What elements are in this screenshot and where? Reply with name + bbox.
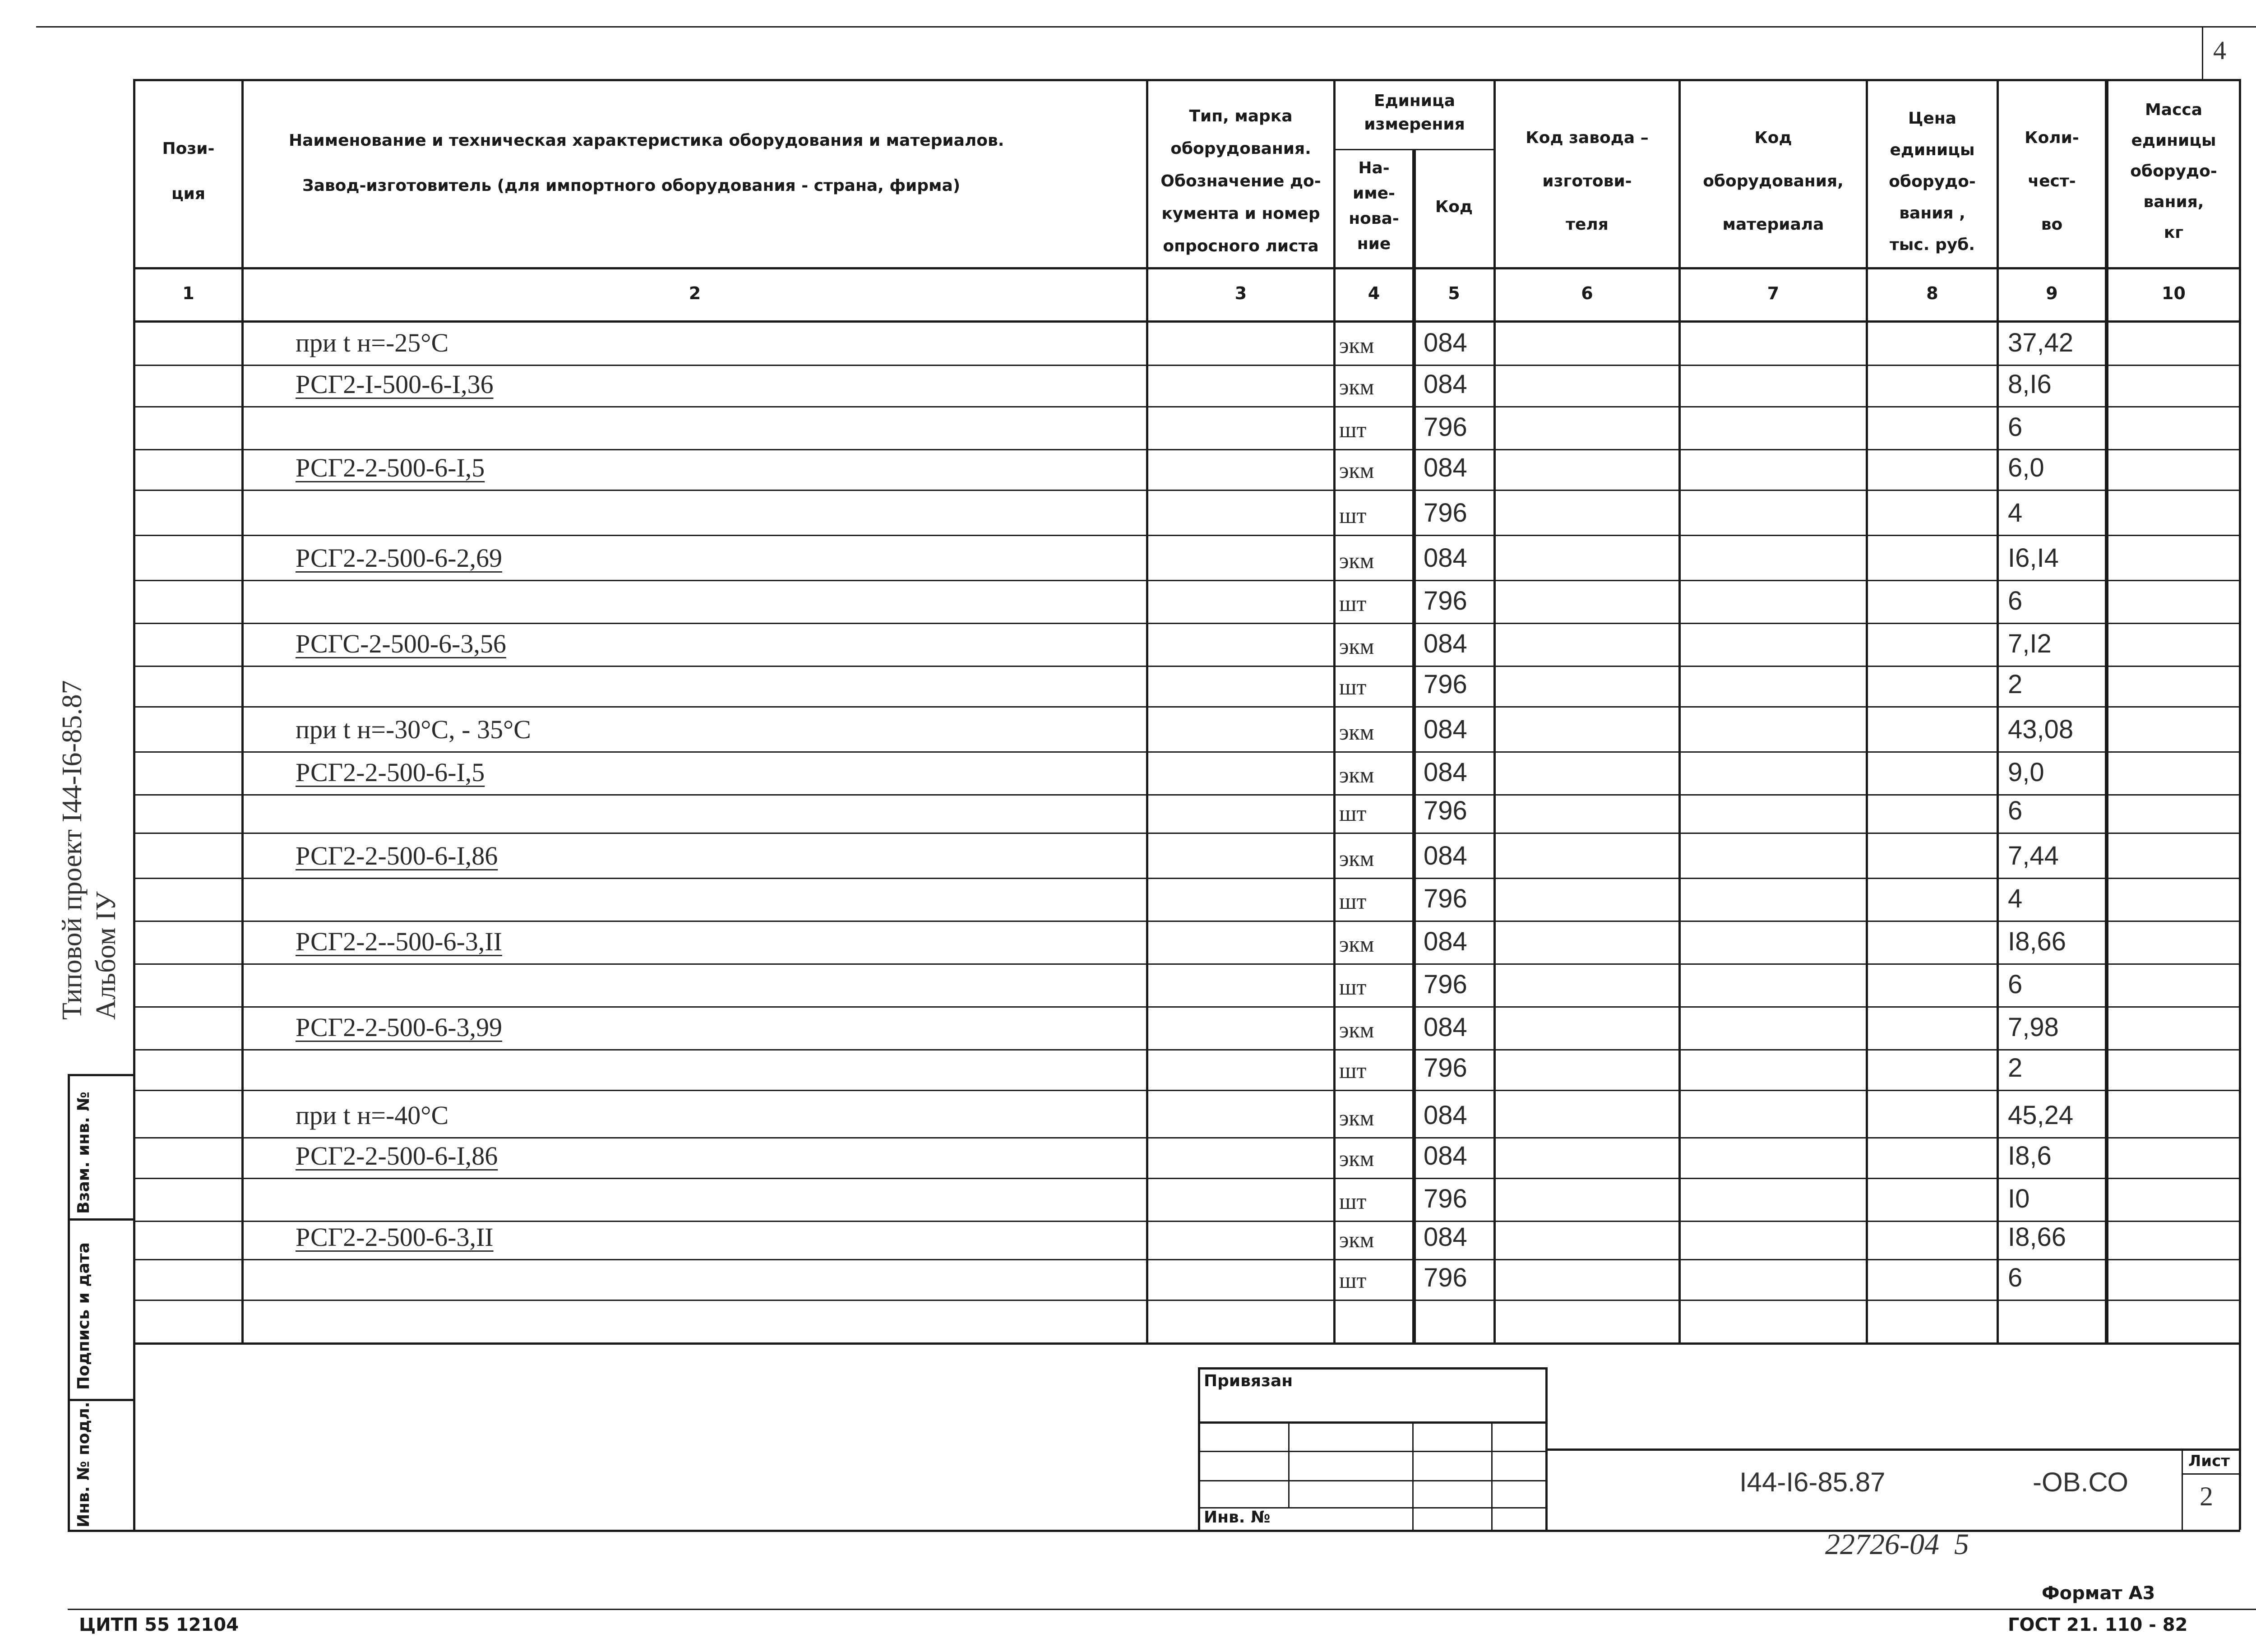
gost-label: ГОСТ 21. 110 - 82 bbox=[2008, 1615, 2188, 1635]
col-num-9: 9 bbox=[2046, 283, 2058, 303]
row-quantity: 7,44 bbox=[2008, 841, 2059, 870]
row-unit-code: 084 bbox=[1424, 927, 1467, 956]
row-quantity: 6 bbox=[2008, 586, 2023, 615]
row-unit-code: 084 bbox=[1424, 328, 1467, 357]
table-row bbox=[0, 878, 2256, 921]
row-name: РСГ2-2-500-6-I,5 bbox=[296, 758, 485, 787]
col-num-5: 5 bbox=[1448, 283, 1460, 303]
table-row bbox=[0, 490, 2256, 535]
row-quantity: 4 bbox=[2008, 498, 2023, 528]
row-quantity: I8,66 bbox=[2008, 1222, 2066, 1252]
side-project-title: Типовой проект I44-I6-85.87 bbox=[57, 680, 88, 1020]
row-unit-code: 796 bbox=[1424, 586, 1467, 615]
row-unit: шт bbox=[1339, 674, 1367, 699]
row-name: РСГ2-I-500-6-I,36 bbox=[296, 370, 494, 399]
row-quantity: 6 bbox=[2008, 412, 2023, 442]
table-row bbox=[0, 751, 2256, 794]
document-suffix: -ОВ.СО bbox=[2033, 1467, 2129, 1497]
header-type: Тип, марка оборудования. Обозначение до- кумента и номер опросного листа bbox=[1160, 107, 1321, 255]
col-num-10: 10 bbox=[2162, 283, 2186, 303]
row-name: РСГ2-2-500-6-I,86 bbox=[296, 1141, 498, 1171]
row-unit: экм bbox=[1339, 1017, 1374, 1042]
row-unit: шт bbox=[1339, 503, 1367, 528]
row-unit: экм bbox=[1339, 333, 1374, 358]
table-row bbox=[0, 1006, 2256, 1049]
row-unit-code: 796 bbox=[1424, 498, 1467, 528]
row-name: при t н=-30°С, - 35°С bbox=[296, 715, 531, 744]
table-row bbox=[0, 623, 2256, 666]
table-row bbox=[0, 666, 2256, 706]
row-quantity: 8,I6 bbox=[2008, 370, 2052, 399]
row-quantity: 45,24 bbox=[2008, 1101, 2074, 1130]
stamp-original-inv: Инв. № подл. bbox=[74, 1402, 93, 1527]
table-row bbox=[0, 449, 2256, 490]
row-unit-code: 084 bbox=[1424, 715, 1467, 744]
row-quantity: I8,6 bbox=[2008, 1141, 2052, 1171]
table-row bbox=[0, 1137, 2256, 1178]
sheet-number: 2 bbox=[2200, 1481, 2213, 1511]
row-name: при t н=-40°С bbox=[296, 1101, 449, 1130]
row-name: РСГ2-2-500-6-3,II bbox=[296, 1222, 494, 1252]
table-row bbox=[0, 320, 2256, 365]
header-position: Пози- ция bbox=[162, 139, 215, 203]
row-name: РСГ2-2-500-6-2,69 bbox=[296, 543, 502, 573]
row-name: РСГ2-2-500-6-3,99 bbox=[296, 1013, 502, 1042]
row-unit-code: 084 bbox=[1424, 1013, 1467, 1042]
row-unit-code: 796 bbox=[1424, 670, 1467, 699]
row-quantity: I0 bbox=[2008, 1184, 2030, 1213]
row-quantity: 6 bbox=[2008, 1263, 2023, 1292]
row-unit: экм bbox=[1339, 634, 1374, 659]
col-num-2: 2 bbox=[689, 283, 701, 303]
header-quantity: Коли- чест- во bbox=[2025, 129, 2079, 234]
row-name: РСГС-2-500-6-3,56 bbox=[296, 629, 506, 658]
table-row bbox=[0, 365, 2256, 406]
table-row bbox=[0, 535, 2256, 580]
header-name-line1: Наименование и техническая характеристика оборудования и материалов. bbox=[289, 131, 1004, 150]
col-num-7: 7 bbox=[1767, 283, 1780, 303]
row-quantity: 2 bbox=[2008, 670, 2023, 699]
row-quantity: 7,98 bbox=[2008, 1013, 2059, 1042]
col-num-6: 6 bbox=[1581, 283, 1593, 303]
table-row bbox=[0, 1090, 2256, 1137]
row-unit-code: 796 bbox=[1424, 970, 1467, 999]
row-unit-code: 084 bbox=[1424, 758, 1467, 787]
row-unit: шт bbox=[1339, 801, 1367, 826]
row-quantity: 4 bbox=[2008, 884, 2023, 913]
format-label: Формат А3 bbox=[2042, 1583, 2155, 1604]
row-unit: шт bbox=[1339, 1268, 1367, 1293]
row-unit: шт bbox=[1339, 974, 1367, 1000]
row-unit-code: 084 bbox=[1424, 370, 1467, 399]
row-quantity: 2 bbox=[2008, 1053, 2023, 1083]
row-quantity: 9,0 bbox=[2008, 758, 2044, 787]
header-factory-code: Код завода – изготови- теля bbox=[1526, 129, 1649, 234]
row-unit-code: 796 bbox=[1424, 1263, 1467, 1292]
row-unit: экм bbox=[1339, 1105, 1374, 1130]
row-name: РСГ2-2--500-6-3,II bbox=[296, 927, 502, 956]
row-unit: экм bbox=[1339, 931, 1374, 957]
row-quantity: 7,I2 bbox=[2008, 629, 2052, 658]
header-name-line2: Завод-изготовитель (для импортного оборудования - страна, фирма) bbox=[302, 176, 961, 195]
handwritten-number: 22726-04 5 bbox=[1825, 1528, 1969, 1561]
row-unit-code: 084 bbox=[1424, 453, 1467, 482]
stamp-replace-inv: Взам. инв. № bbox=[74, 1092, 93, 1214]
row-unit-code: 084 bbox=[1424, 841, 1467, 870]
row-unit-code: 084 bbox=[1424, 1222, 1467, 1252]
row-name: при t н=-25°С bbox=[296, 328, 449, 357]
header-price: Цена единицы оборудо- вания , тыс. руб. bbox=[1889, 109, 1976, 254]
row-unit: шт bbox=[1339, 888, 1367, 914]
document-code: I44-I6-85.87 bbox=[1739, 1467, 1886, 1497]
row-unit: шт bbox=[1339, 1189, 1367, 1214]
row-quantity: 6,0 bbox=[2008, 453, 2044, 482]
table-row bbox=[0, 963, 2256, 1006]
header-unit-name: На- име- нова- ние bbox=[1349, 159, 1399, 253]
col-num-3: 3 bbox=[1234, 283, 1247, 303]
row-unit: экм bbox=[1339, 548, 1374, 573]
row-unit: экм bbox=[1339, 846, 1374, 871]
header-equipment-code: Код оборудования, материала bbox=[1703, 129, 1844, 234]
header-unit-group: Единица измерения bbox=[1364, 92, 1465, 134]
row-unit-code: 084 bbox=[1424, 1141, 1467, 1171]
col-num-4: 4 bbox=[1368, 283, 1380, 303]
row-unit-code: 796 bbox=[1424, 1053, 1467, 1083]
side-album: Альбом IУ bbox=[91, 891, 121, 1020]
table-row bbox=[0, 406, 2256, 449]
table-row bbox=[0, 1178, 2256, 1221]
citp-label: ЦИТП 55 12104 bbox=[79, 1615, 239, 1635]
row-unit-code: 796 bbox=[1424, 1184, 1467, 1213]
header-mass: Масса единицы оборудо- вания, кг bbox=[2130, 101, 2217, 242]
privyazan-label: Привязан bbox=[1204, 1372, 1293, 1390]
row-unit-code: 084 bbox=[1424, 1101, 1467, 1130]
row-unit-code: 084 bbox=[1424, 629, 1467, 658]
row-unit: экм bbox=[1339, 458, 1374, 483]
row-quantity: 6 bbox=[2008, 970, 2023, 999]
row-unit: экм bbox=[1339, 762, 1374, 787]
row-quantity: 43,08 bbox=[2008, 715, 2074, 744]
table-row bbox=[0, 706, 2256, 751]
row-quantity: 6 bbox=[2008, 796, 2023, 825]
sheet-corner-number: 4 bbox=[2213, 36, 2226, 65]
table-row bbox=[0, 833, 2256, 878]
inv-number-label: Инв. № bbox=[1204, 1508, 1271, 1527]
table-row bbox=[0, 794, 2256, 833]
row-quantity: I6,I4 bbox=[2008, 543, 2059, 573]
row-quantity: I8,66 bbox=[2008, 927, 2066, 956]
table-row bbox=[0, 1259, 2256, 1300]
col-num-1: 1 bbox=[182, 283, 194, 303]
row-unit: шт bbox=[1339, 591, 1367, 616]
col-num-8: 8 bbox=[1926, 283, 1938, 303]
table-row bbox=[0, 921, 2256, 963]
header-unit-code: Код bbox=[1435, 198, 1473, 216]
table-row bbox=[0, 1300, 2256, 1342]
row-unit-code: 084 bbox=[1424, 543, 1467, 573]
row-unit: экм bbox=[1339, 1227, 1374, 1252]
row-unit: экм bbox=[1339, 719, 1374, 745]
row-name: РСГ2-2-500-6-I,86 bbox=[296, 841, 498, 870]
table-row bbox=[0, 580, 2256, 623]
row-unit-code: 796 bbox=[1424, 412, 1467, 442]
row-unit-code: 796 bbox=[1424, 796, 1467, 825]
row-unit: шт bbox=[1339, 1058, 1367, 1083]
row-name: РСГ2-2-500-6-I,5 bbox=[296, 453, 485, 482]
stamp-signature-date: Подпись и дата bbox=[74, 1242, 93, 1390]
row-unit-code: 796 bbox=[1424, 884, 1467, 913]
row-unit: экм bbox=[1339, 374, 1374, 399]
table-row bbox=[0, 1221, 2256, 1259]
sheet-label: Лист bbox=[2188, 1452, 2230, 1470]
row-unit: экм bbox=[1339, 1146, 1374, 1171]
table-row bbox=[0, 1049, 2256, 1090]
row-quantity: 37,42 bbox=[2008, 328, 2074, 357]
row-unit: шт bbox=[1339, 417, 1367, 442]
